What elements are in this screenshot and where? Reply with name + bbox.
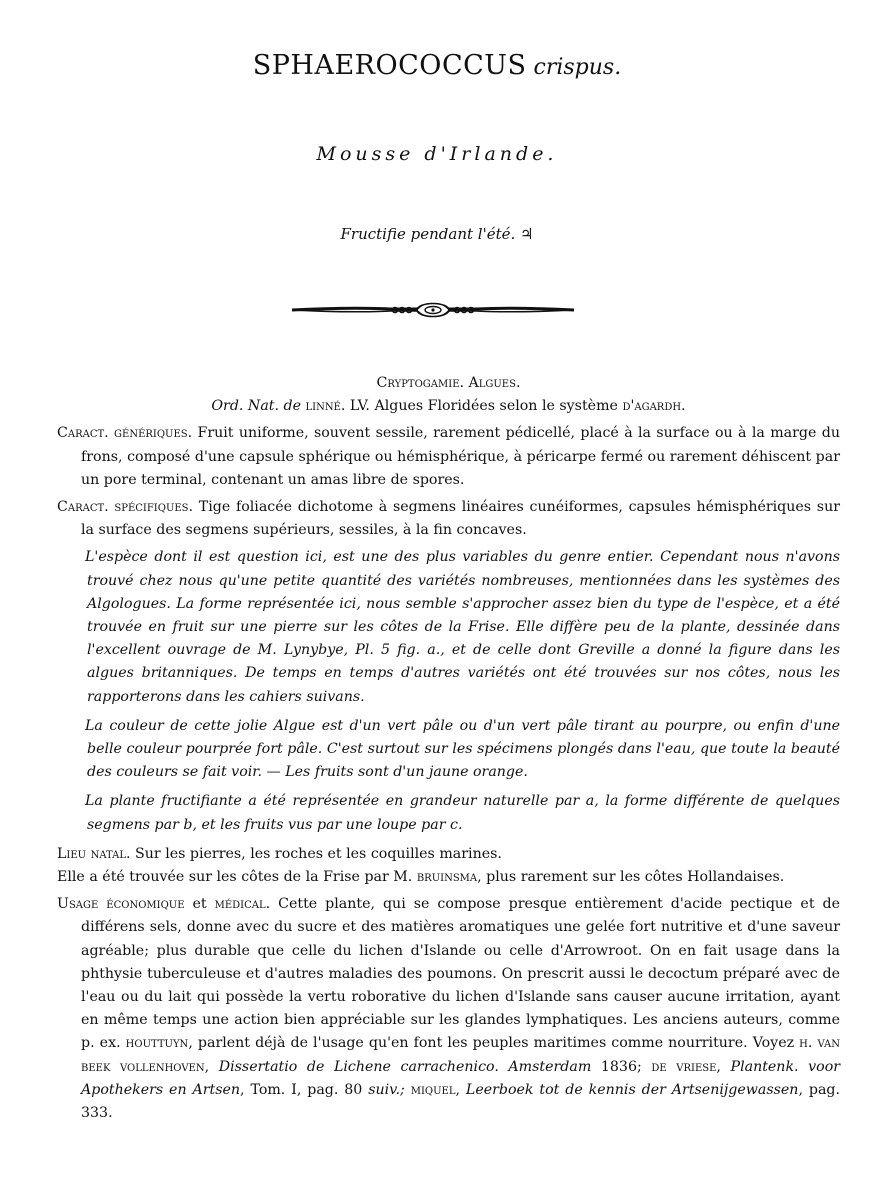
sep-2: , bbox=[716, 1058, 731, 1075]
order-system: d'agardh. bbox=[622, 398, 686, 415]
title bbox=[0, 50, 874, 81]
species-name: crispus. bbox=[533, 55, 622, 80]
ref-plantenk: Plantenk. voor Apothekers en Artsen bbox=[81, 1058, 841, 1098]
author-houttuyn: houttuyn bbox=[125, 1035, 189, 1052]
ref-leerboek: Leerboek tot de kennis der Artsenijgewassen bbox=[465, 1081, 799, 1098]
text-body bbox=[57, 372, 840, 1129]
generic-text: Fruit uniforme, souvent sessile, rarement pédicellé, placé à la surface ou à la marge du frons, composé d'une capsule sphérique ou hémisphérique, à péricarpe fermé ou rarement déhiscent par un pore terminal, contenant un amas libre de spores. bbox=[81, 425, 840, 488]
usage-end: , pag. 333. bbox=[81, 1081, 840, 1122]
genus-name: SPHAEROCOCCUS bbox=[252, 50, 527, 81]
sep-1: , bbox=[204, 1058, 219, 1075]
ornament-divider-icon bbox=[290, 298, 576, 322]
generic-characters bbox=[57, 422, 840, 492]
note-paragraph: L'espèce dont il est question ici, est une des plus variables du genre entier. Cependant nous n'avons trouvé chez nous qu'une petite quantité des variétés nombreuses, mentionnées dans les systèmes des Algologues. La forme représentée ici, nous semble s'approcher assez bien du type de l'espèce, et a été trouvée en fruit sur une pierre sur les côtes de la Frise. Elle diffère peu de la plante, dessinée dans l'excellent ouvrage de M. Lynybye, Pl. 5 fig. a., et de celle dont Greville a donné la figure dans les algues britanniques. De temps en temps d'autres variétés ont été trouvées sur nos côtes, nous les rapporterons dans les cahiers suivans. bbox=[85, 549, 840, 705]
suiv: suiv.; bbox=[368, 1081, 405, 1098]
usage-text-3: , Tom. I, pag. 80 bbox=[240, 1081, 369, 1098]
specific-text: Tige foliacée dichotome à segmens linéaires cunéiformes, capsules hémisphériques sur la surface des segmens supérieurs, sessiles, à la fin concaves. bbox=[81, 499, 840, 539]
usage-text-2: , parlent déjà de l'usage qu'en font les peuples maritimes comme nourriture. Voyez bbox=[188, 1035, 795, 1052]
specific-characters bbox=[57, 496, 840, 542]
habitat-detail bbox=[57, 866, 840, 889]
author-de-vriese: de vriese bbox=[651, 1058, 717, 1075]
habitat-text: Sur les pierres, les roches et les coquilles marines. bbox=[130, 845, 502, 862]
habitat-label: Lieu natal. bbox=[57, 845, 131, 862]
common-name: Mousse d'Irlande. bbox=[316, 143, 558, 165]
usage-label-2: médical. bbox=[214, 896, 271, 913]
collector-name: bruinsma bbox=[416, 869, 478, 886]
sep-3: , bbox=[455, 1081, 466, 1098]
order-prefix: Ord. Nat. de bbox=[211, 398, 301, 415]
specific-label: Caract. spécifiques. bbox=[57, 499, 194, 516]
division-heading: Cryptogamie. Algues. bbox=[376, 375, 521, 391]
order-author: linné bbox=[305, 398, 341, 415]
note-paragraph: La couleur de cette jolie Algue est d'un vert pâle ou d'un vert pâle tirant au pourpre, ou enfin d'une belle couleur pourprée fort pâle. C'est surtout sur les spécimens plongés dans l'eau, que toute la beauté des couleurs se fait voir. — Les fruits sont d'un jaune orange. bbox=[85, 717, 840, 781]
ref-dissertatio: Dissertatio de Lichene carrachenico. Amsterdam bbox=[218, 1058, 592, 1075]
habitat-line bbox=[57, 843, 840, 866]
usage-label: Usage économique bbox=[57, 896, 185, 913]
note-paragraph: La plante fructifiante a été représentée en grandeur naturelle par a, la forme différente de quelques segmens par b, et les fruits vus par une loupe par c. bbox=[85, 793, 840, 833]
usage-paragraph bbox=[57, 893, 840, 1125]
habitat-detail-a: Elle a été trouvée sur les côtes de la Frise par M. bbox=[57, 869, 413, 886]
usage-text: Cette plante, qui se compose presque entièrement d'acide pectique et de différens sels, donne avec du sucre et des matières aromatiques une gelée fort nutritive et d'une saveur agréable; plus durable que celle du lichen d'Islande ou celle d'Arrowroot. On en fait usage dans la phthysie tuberculeuse et d'autres maladies des poumons. On prescrit aussi le decoctum préparé avec de l'eau ou du lait qui possède la vertu roborative du lichen d'Islande sans causer aucune irritation, ayant en même temps une action bien appréciable sur les glandes lymphatiques. Les anciens auteurs, comme p. ex. bbox=[81, 896, 840, 1052]
author-miquel: miquel bbox=[410, 1081, 456, 1098]
author-vollenhoven: h. van beek vollenhoven bbox=[81, 1035, 840, 1075]
fructification-note: Fructifie pendant l'été. ♃ bbox=[340, 225, 534, 243]
generic-label: Caract. génériques. bbox=[57, 425, 193, 442]
order-number: . LV. bbox=[340, 398, 370, 415]
habitat-detail-b: , plus rarement sur les côtes Hollandaises. bbox=[477, 869, 785, 886]
order-text: Algues Floridées selon le système bbox=[369, 398, 618, 415]
ref-year: 1836; bbox=[591, 1058, 652, 1075]
order-line bbox=[57, 395, 840, 418]
usage-and: et bbox=[184, 896, 215, 913]
